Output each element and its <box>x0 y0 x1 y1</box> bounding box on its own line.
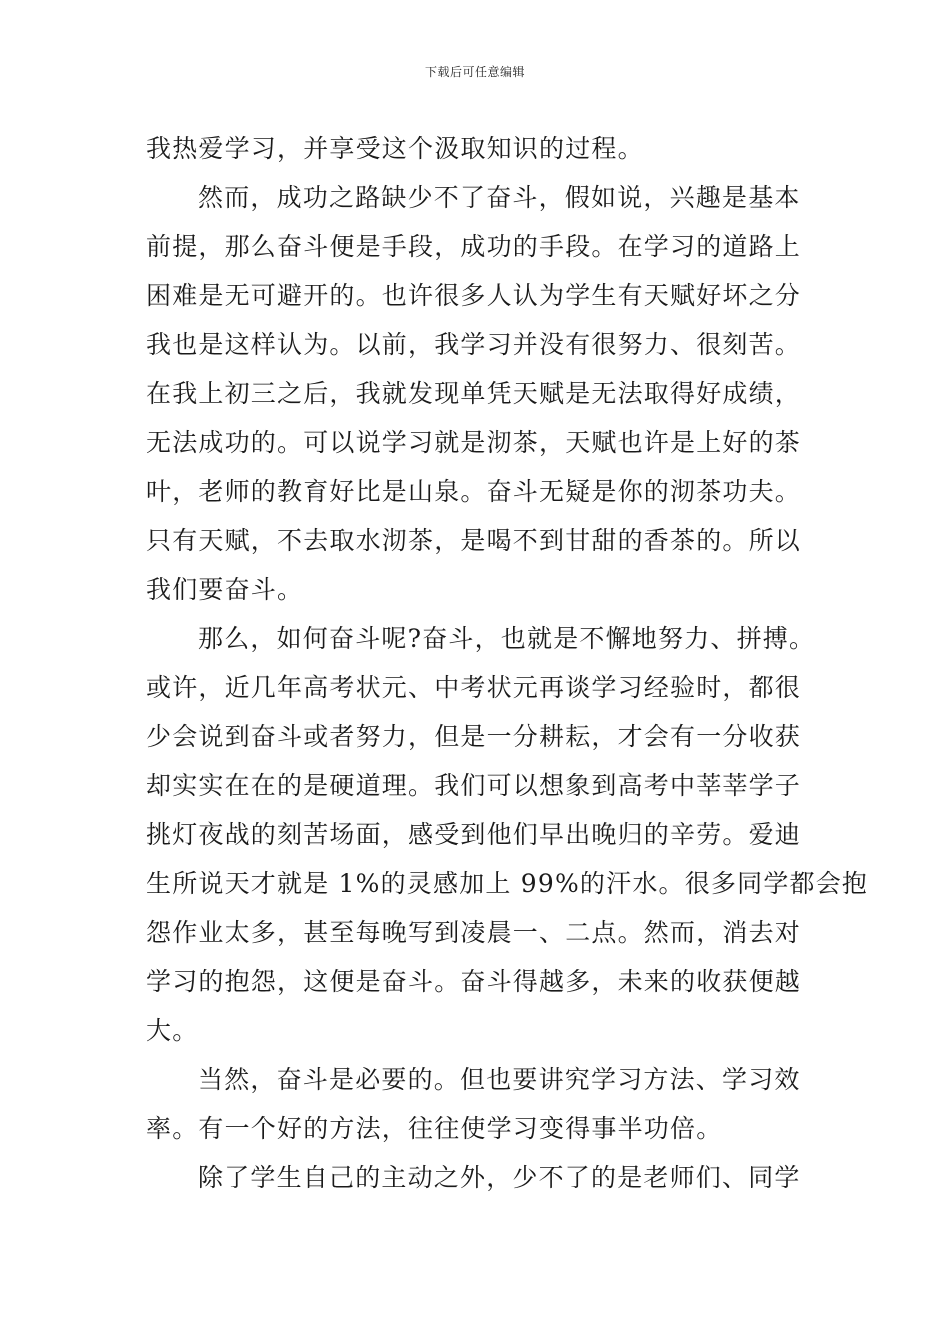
text-line: 前提，那么奋斗便是手段，成功的手段。在学习的道路上 <box>146 232 802 261</box>
text-line: 学习的抱怨，这便是奋斗。奋斗得越多，未来的收获便越 <box>146 967 802 996</box>
text-line: 怨作业太多，甚至每晚写到凌晨一、二点。然而，消去对 <box>146 918 802 947</box>
text-line: 或许，近几年高考状元、中考状元再谈学习经验时，都很 <box>146 673 802 702</box>
text-line: 少会说到奋斗或者努力，但是一分耕耘，才会有一分收获 <box>146 722 802 751</box>
paragraph-first-line: 当然，奋斗是必要的。但也要讲究学习方法、学习效 <box>198 1065 801 1094</box>
text-line: 我们要奋斗。 <box>146 575 304 604</box>
paragraph-first-line: 那么，如何奋斗呢?奋斗，也就是不懈地努力、拼搏。 <box>198 624 816 653</box>
paragraph-first-line: 除了学生自己的主动之外，少不了的是老师们、同学 <box>198 1163 801 1192</box>
paragraph-first-line: 然而，成功之路缺少不了奋斗，假如说，兴趣是基本 <box>198 183 801 212</box>
text-line: 挑灯夜战的刻苦场面，感受到他们早出晚归的辛劳。爱迪 <box>146 820 802 849</box>
text-line: 大。 <box>146 1016 199 1045</box>
text-line: 叶，老师的教育好比是山泉。奋斗无疑是你的沏茶功夫。 <box>146 477 802 506</box>
text-line: 只有天赋，不去取水沏茶，是喝不到甘甜的香茶的。所以 <box>146 526 802 555</box>
text-line: 困难是无可避开的。也许很多人认为学生有天赋好坏之分 <box>146 281 802 310</box>
page-header-note: 下载后可任意编辑 <box>424 65 525 79</box>
text-line: 却实实在在的是硬道理。我们可以想象到高考中莘莘学子 <box>146 771 802 800</box>
text-line: 生所说天才就是 1%的灵感加上 99%的汗水。很多同学都会抱 <box>146 869 869 898</box>
text-line: 率。有一个好的方法，往往使学习变得事半功倍。 <box>146 1114 723 1143</box>
text-line: 我热爱学习，并享受这个汲取知识的过程。 <box>146 134 644 163</box>
text-line: 在我上初三之后，我就发现单凭天赋是无法取得好成绩， <box>146 379 802 408</box>
text-line: 我也是这样认为。以前，我学习并没有很努力、很刻苦。 <box>146 330 802 359</box>
text-line: 无法成功的。可以说学习就是沏茶，天赋也许是上好的茶 <box>146 428 802 457</box>
document-body <box>146 124 869 1202</box>
